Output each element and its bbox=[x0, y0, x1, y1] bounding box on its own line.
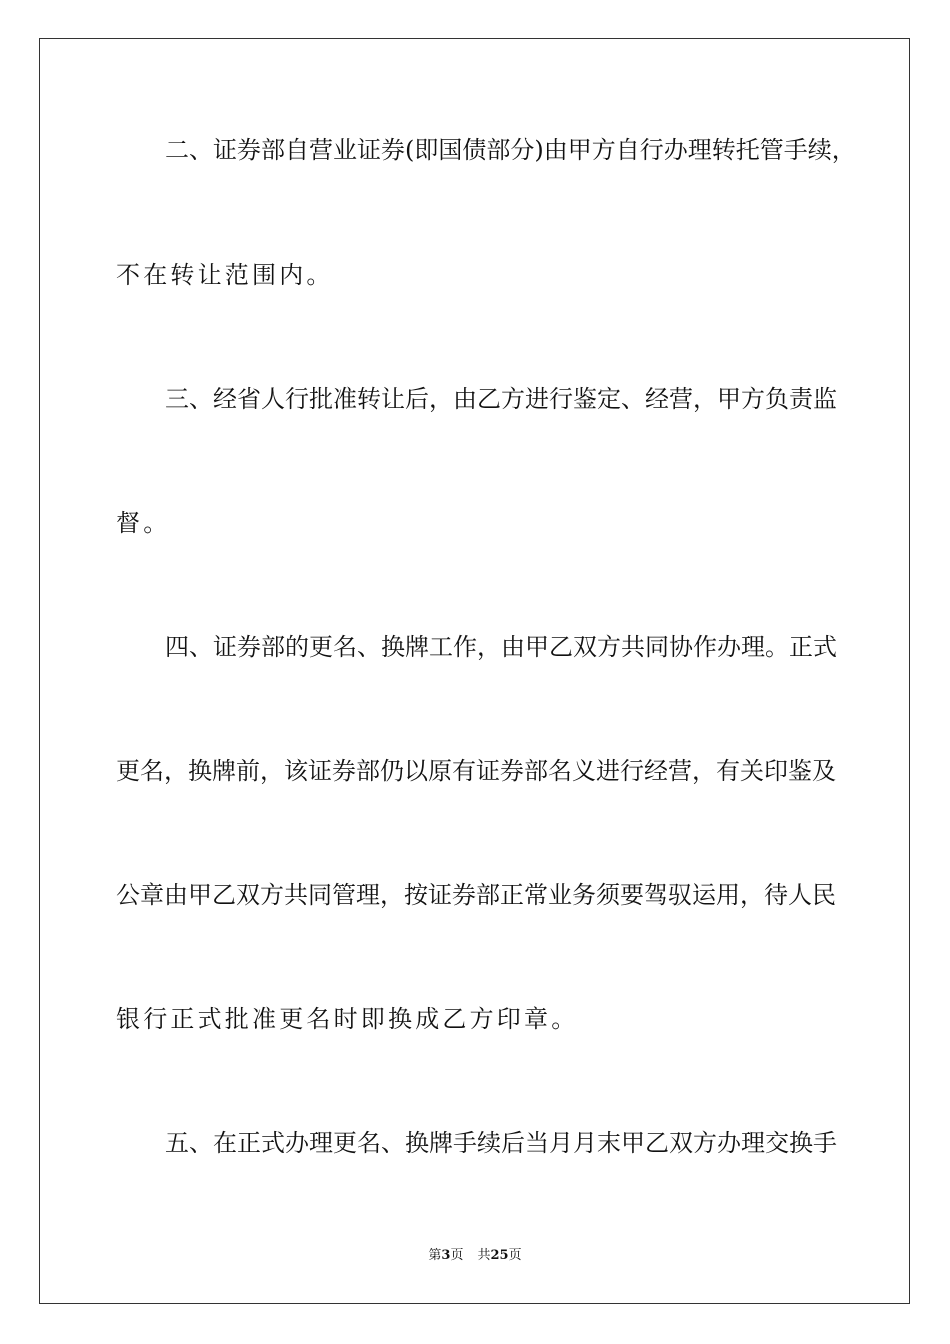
page-footer bbox=[0, 1247, 950, 1265]
paragraph-line: 三、经省人行批准转让后，由乙方进行鉴定、经营，甲方负责监 bbox=[165, 385, 837, 413]
paragraph-line: 银行正式批准更名时即换成乙方印章。 bbox=[116, 1005, 579, 1033]
paragraph-line: 不在转让范围内。 bbox=[116, 261, 334, 289]
total-pages: 25 bbox=[490, 1248, 509, 1263]
paragraph-line: 督。 bbox=[116, 509, 171, 537]
paragraph-line: 公章由甲乙双方共同管理，按证券部正常业务须要驾驭运用，待人民 bbox=[116, 881, 836, 909]
page-border bbox=[39, 38, 910, 1304]
paragraph-line: 二、证券部自营业证券(即国债部分)由甲方自行办理转托管手续， bbox=[165, 136, 856, 164]
total-label-suffix: 页 bbox=[508, 1248, 522, 1263]
paragraph-line: 更名，换牌前，该证券部仍以原有证券部名义进行经营，有关印鉴及 bbox=[116, 757, 836, 785]
page-label-prefix: 第 bbox=[428, 1248, 442, 1263]
page-label-suffix: 页 bbox=[450, 1248, 464, 1263]
total-label-prefix: 共 bbox=[477, 1248, 491, 1263]
page-number: 3 bbox=[441, 1248, 451, 1263]
paragraph-line: 四、证券部的更名、换牌工作，由甲乙双方共同协作办理。正式 bbox=[165, 633, 837, 661]
paragraph-line: 五、在正式办理更名、换牌手续后当月月末甲乙双方办理交换手 bbox=[165, 1129, 837, 1157]
